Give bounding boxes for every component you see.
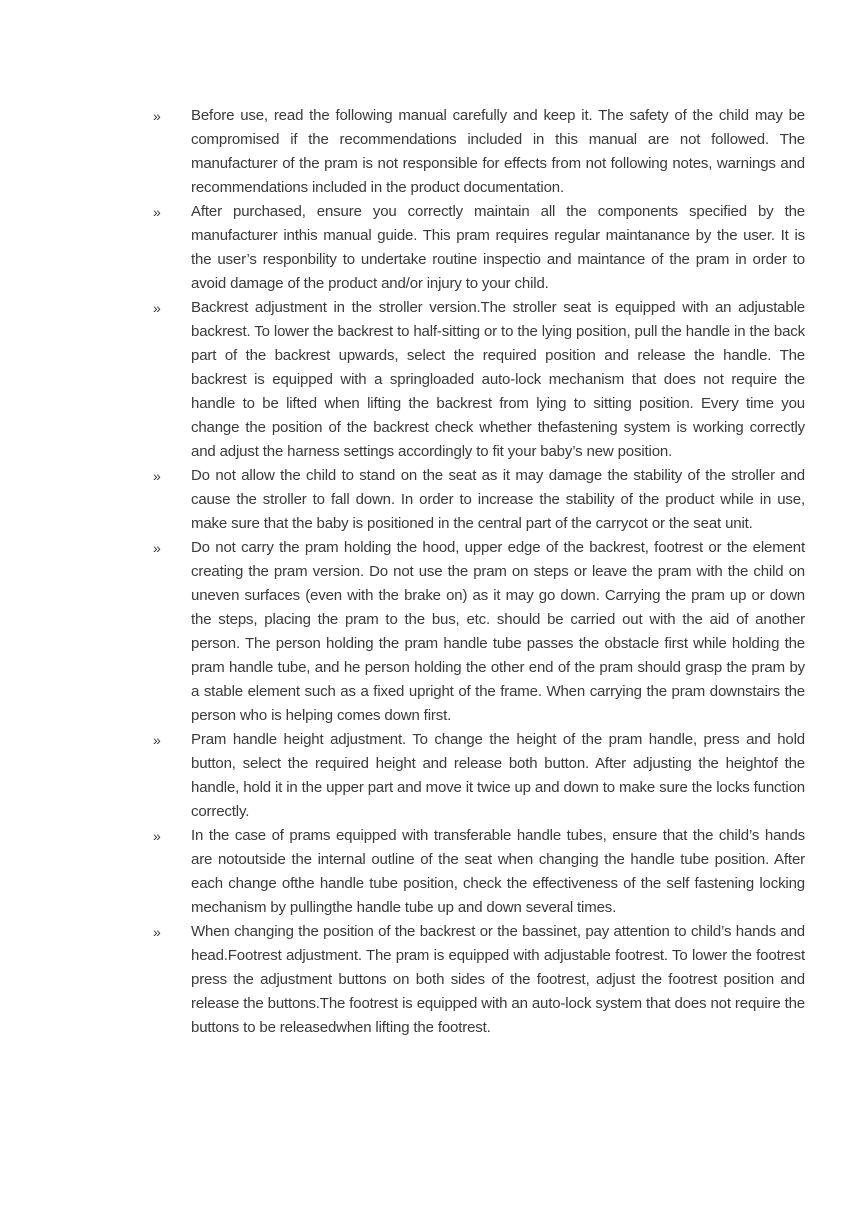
item-text: After purchased, ensure you correctly maintain all the components specified by the manufacturer inthis manual guide. This pram requires regular maintanance by the user. It is the user’s responbility to undertake routine inspectio and maintance of the pram in order to avoid damage of the product and/or injury to your child.	[191, 203, 805, 292]
list-item	[153, 200, 805, 296]
item-text: Backrest adjustment in the stroller version.The stroller seat is equipped with an adjustable backrest. To lower the backrest to half-sitting or to the lying position, pull the handle in the back part of the backrest upwards, select the required position and release the handle. The backrest is equipped with a springloaded auto-lock mechanism that does not require the handle to be lifted when lifting the backrest from lying to sitting position. Every time you change the position of the backrest check whether thefastening system is working correctly and adjust the harness settings accordingly to fit your baby’s new position.	[191, 299, 805, 460]
list-item	[153, 824, 805, 920]
list-item	[153, 464, 805, 536]
bullet-marker: »	[153, 468, 161, 484]
bullet-marker: »	[153, 540, 161, 556]
instruction-list	[153, 104, 805, 1040]
item-text: When changing the position of the backrest or the bassinet, pay attention to child’s hands and head.Footrest adjustment. The pram is equipped with adjustable footrest. To lower the footrest press the adjustment buttons on both sides of the footrest, adjust the footrest position and release the buttons.The footrest is equipped with an auto-lock system that does not require the buttons to be releasedwhen lifting the footrest.	[191, 923, 805, 1036]
list-item	[153, 920, 805, 1040]
list-item	[153, 104, 805, 200]
list-item	[153, 728, 805, 824]
list-item	[153, 536, 805, 728]
item-text: Pram handle height adjustment. To change the height of the pram handle, press and hold button, select the required height and release both button. After adjusting the heightof the handle, hold it in the upper part and move it twice up and down to make sure the locks function correctly.	[191, 731, 805, 820]
bullet-marker: »	[153, 924, 161, 940]
list-item	[153, 296, 805, 464]
bullet-marker: »	[153, 300, 161, 316]
item-text: In the case of prams equipped with transferable handle tubes, ensure that the child’s hands are notoutside the internal outline of the seat when changing the handle tube position. After each change ofthe handle tube position, check the effectiveness of the self fastening locking mechanism by pullingthe handle tube up and down several times.	[191, 827, 805, 916]
item-text: Do not allow the child to stand on the seat as it may damage the stability of the stroller and cause the stroller to fall down. In order to increase the stability of the product while in use, make sure that the baby is positioned in the central part of the carrycot or the seat unit.	[191, 467, 805, 532]
bullet-marker: »	[153, 732, 161, 748]
item-text: Before use, read the following manual carefully and keep it. The safety of the child may be compromised if the recommendations included in this manual are not followed. The manufacturer of the pram is not responsible for effects from not following notes, warnings and recommendations included in the product documentation.	[191, 107, 805, 196]
bullet-marker: »	[153, 108, 161, 124]
bullet-marker: »	[153, 828, 161, 844]
item-text: Do not carry the pram holding the hood, upper edge of the backrest, footrest or the element creating the pram version. Do not use the pram on steps or leave the pram with the child on uneven surfaces (even with the brake on) as it may go down. Carrying the pram up or down the steps, placing the pram to the bus, etc. should be carried out with the aid of another person. The person holding the pram handle tube passes the obstacle first while holding the pram handle tube, and he person holding the other end of the pram should grasp the pram by a stable element such as a fixed upright of the frame. When carrying the pram downstairs the person who is helping comes down first.	[191, 539, 805, 724]
bullet-marker: »	[153, 204, 161, 220]
